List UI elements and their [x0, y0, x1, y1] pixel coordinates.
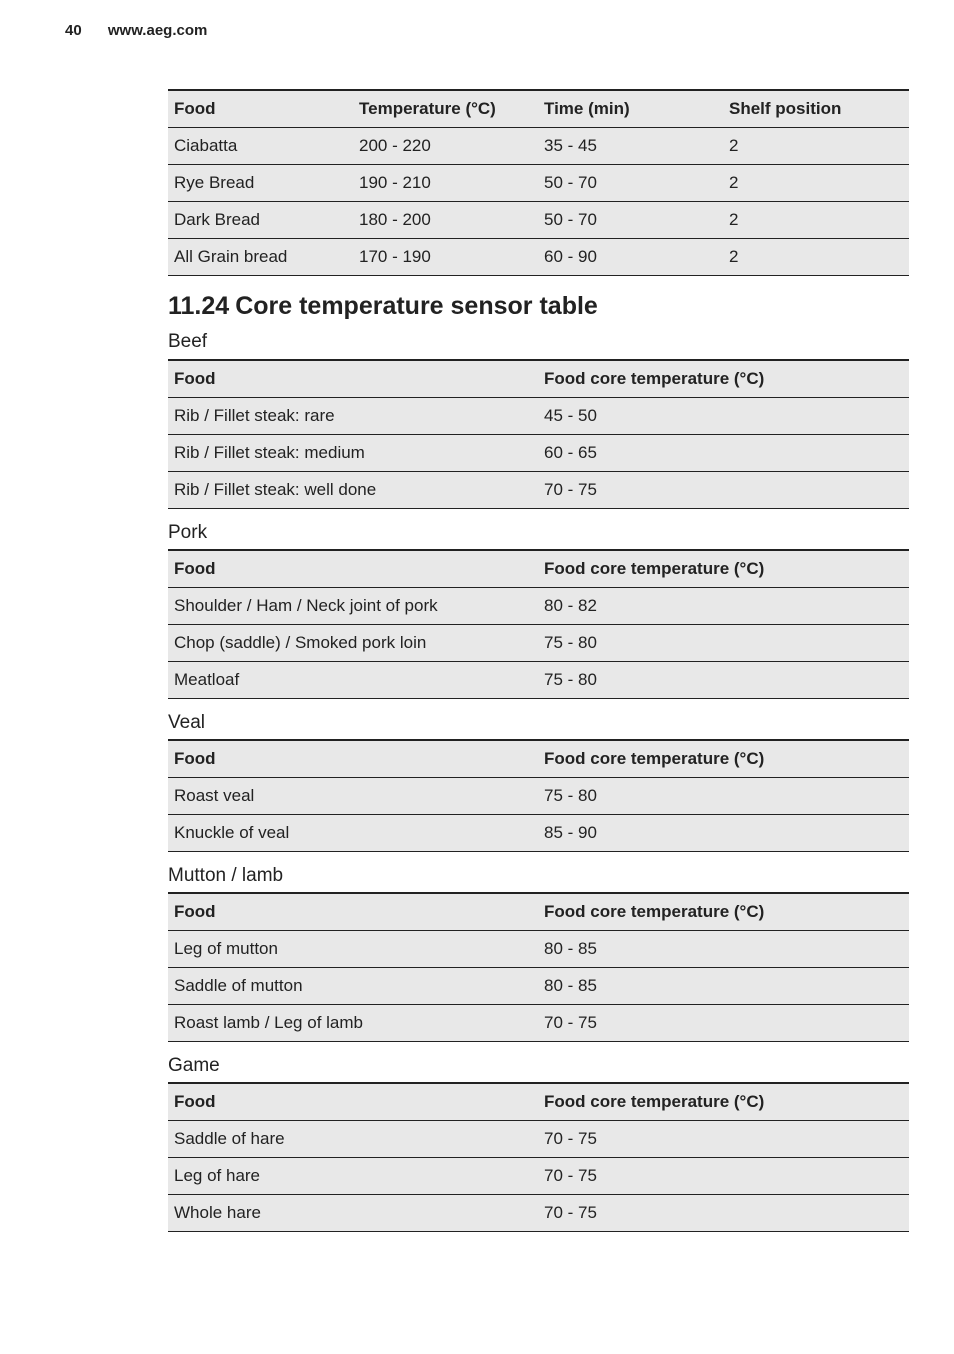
table-cell: 2 [723, 165, 909, 202]
table-row [168, 815, 909, 852]
table-row [168, 625, 909, 662]
table-cell: 60 - 65 [538, 435, 909, 472]
page-number: 40 [65, 22, 82, 39]
table-row [168, 588, 909, 625]
column-header: Food [168, 550, 538, 588]
table-row [168, 472, 909, 509]
website-url: www.aeg.com [107, 22, 208, 39]
table-cell: 70 - 75 [538, 472, 909, 509]
table-cell: 75 - 80 [538, 662, 909, 699]
table-cell: Roast lamb / Leg of lamb [168, 1005, 538, 1042]
table-cell: 2 [723, 202, 909, 239]
column-header: Food [168, 360, 538, 398]
table-cell: Dark Bread [168, 202, 353, 239]
veal-table [168, 739, 909, 852]
column-header: Food [168, 893, 538, 931]
table-cell: Saddle of mutton [168, 968, 538, 1005]
beef-table [168, 359, 909, 509]
table-cell: Leg of hare [168, 1158, 538, 1195]
table-row [168, 662, 909, 699]
column-header: Food [168, 740, 538, 778]
table-row [168, 778, 909, 815]
table-cell: All Grain bread [168, 239, 353, 276]
table-header-row [168, 893, 909, 931]
column-header: Food core temperature (°C) [538, 550, 909, 588]
table-cell: 70 - 75 [538, 1195, 909, 1232]
table-row [168, 435, 909, 472]
table-cell: 180 - 200 [353, 202, 538, 239]
column-header: Food core temperature (°C) [538, 893, 909, 931]
column-header: Food core temperature (°C) [538, 740, 909, 778]
table-row [168, 165, 909, 202]
table-cell: 45 - 50 [538, 398, 909, 435]
table-row [168, 398, 909, 435]
column-header: Time (min) [538, 90, 723, 128]
table-cell: Saddle of hare [168, 1121, 538, 1158]
table-cell: 75 - 80 [538, 778, 909, 815]
table-cell: Leg of mutton [168, 931, 538, 968]
table-cell: 70 - 75 [538, 1121, 909, 1158]
section-title-text: Core temperature sensor table [235, 292, 598, 320]
table-row [168, 128, 909, 165]
table-cell: 50 - 70 [538, 202, 723, 239]
table-cell: Whole hare [168, 1195, 538, 1232]
column-header: Temperature (°C) [353, 90, 538, 128]
section-number: 11.24 [168, 292, 230, 320]
table-cell: 80 - 82 [538, 588, 909, 625]
table-cell: Ciabatta [168, 128, 353, 165]
pork-table [168, 549, 909, 699]
table-row [168, 1121, 909, 1158]
table-row [168, 1158, 909, 1195]
game-table [168, 1082, 909, 1232]
column-header: Food [168, 90, 353, 128]
column-header: Food [168, 1083, 538, 1121]
subheading-pork: Pork [168, 522, 208, 543]
mutton-lamb-table [168, 892, 909, 1042]
table-cell: Rib / Fillet steak: medium [168, 435, 538, 472]
table-cell: 80 - 85 [538, 968, 909, 1005]
table-cell: 80 - 85 [538, 931, 909, 968]
table-cell: Roast veal [168, 778, 538, 815]
table-cell: 170 - 190 [353, 239, 538, 276]
table-cell: 200 - 220 [353, 128, 538, 165]
table-cell: Rye Bread [168, 165, 353, 202]
table-cell: 50 - 70 [538, 165, 723, 202]
page-content [168, 89, 909, 1232]
column-header: Food core temperature (°C) [538, 1083, 909, 1121]
section-title [168, 290, 909, 324]
table-cell: 60 - 90 [538, 239, 723, 276]
table-row [168, 1005, 909, 1042]
table-row [168, 202, 909, 239]
table-cell: 2 [723, 128, 909, 165]
subheading-mutton-lamb: Mutton / lamb [168, 865, 284, 886]
table-cell: 85 - 90 [538, 815, 909, 852]
subheading-veal: Veal [168, 712, 205, 733]
table-cell: 2 [723, 239, 909, 276]
table-cell: Meatloaf [168, 662, 538, 699]
table-cell: 70 - 75 [538, 1005, 909, 1042]
table-header-row [168, 90, 909, 128]
table-cell: 70 - 75 [538, 1158, 909, 1195]
bread-table [168, 89, 909, 276]
table-row [168, 968, 909, 1005]
table-cell: Chop (saddle) / Smoked pork loin [168, 625, 538, 662]
table-cell: Knuckle of veal [168, 815, 538, 852]
page-header [65, 22, 207, 39]
column-header: Shelf position [723, 90, 909, 128]
table-cell: 190 - 210 [353, 165, 538, 202]
table-header-row [168, 550, 909, 588]
table-cell: Rib / Fillet steak: well done [168, 472, 538, 509]
column-header: Food core temperature (°C) [538, 360, 909, 398]
table-row [168, 239, 909, 276]
table-cell: 35 - 45 [538, 128, 723, 165]
table-cell: Shoulder / Ham / Neck joint of pork [168, 588, 538, 625]
table-header-row [168, 740, 909, 778]
subheading-game: Game [168, 1055, 220, 1076]
table-header-row [168, 1083, 909, 1121]
table-row [168, 931, 909, 968]
table-header-row [168, 360, 909, 398]
table-cell: Rib / Fillet steak: rare [168, 398, 538, 435]
subheading-beef: Beef [168, 331, 208, 352]
table-row [168, 1195, 909, 1232]
table-cell: 75 - 80 [538, 625, 909, 662]
